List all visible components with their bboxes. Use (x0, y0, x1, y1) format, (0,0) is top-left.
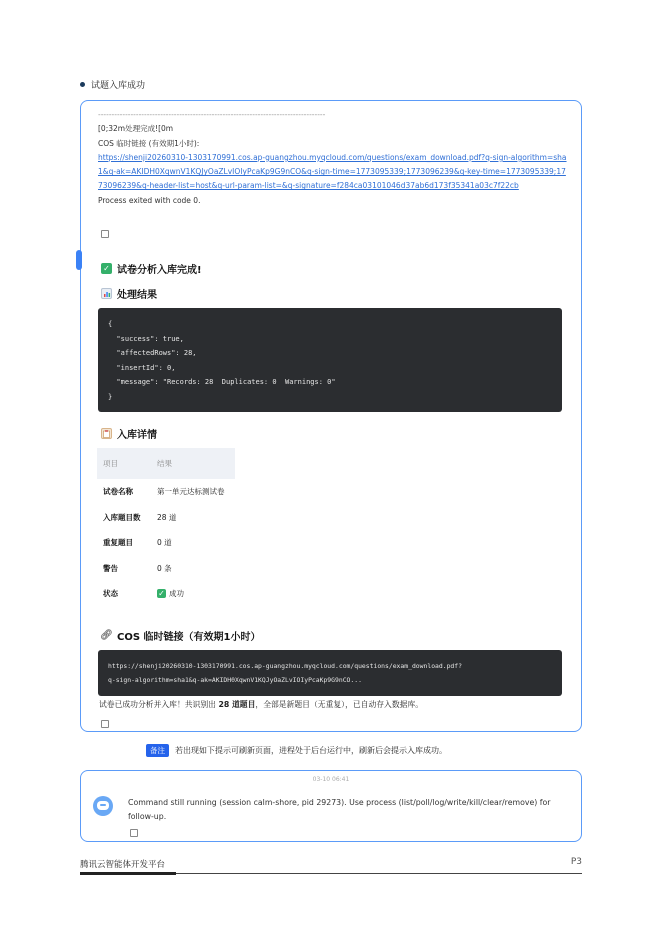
table-cell-key: 重复题目 (103, 538, 133, 548)
table-cell-key: 试卷名称 (103, 487, 133, 497)
table-row (97, 556, 235, 582)
table-header-row (97, 448, 235, 479)
terminal-separator: ------------------------------------------------------------------------------------ (98, 110, 326, 119)
note-text: 若出现如下提示可刷新页面，进程处于后台运行中，刷新后会提示入库成功。 (175, 746, 447, 755)
check-icon: ✓ (158, 589, 165, 599)
status-message-text: Command still running (session calm-shore, pid 29273). Use process (list/poll/log/write/kill/clear/remove) for follow-up. (128, 798, 551, 821)
section-heading (80, 78, 145, 91)
table-cell-value (151, 581, 235, 607)
summary-text (99, 699, 423, 710)
table-header-item: 项目 (97, 448, 151, 479)
analysis-done-text: 试卷分析入库完成! (117, 265, 202, 276)
bot-avatar-icon (93, 796, 113, 816)
json-line: "insertId": 0, (108, 363, 176, 372)
cos-url-code (98, 650, 562, 696)
note-line (146, 744, 447, 757)
table-row (97, 530, 235, 556)
link-icon: 🔗︎ (100, 630, 113, 641)
cos-url-line: q-sign-algorithm=sha1&q-ak=AKIDH0XqwnV1KQJyOaZLvIOIyPcaKp9G9nCO... (108, 676, 362, 684)
terminal-line-done: [0;32m处理完成![0m (98, 124, 174, 134)
table-row (97, 505, 235, 531)
table-row (97, 581, 235, 607)
footer-underline-accent (80, 872, 176, 875)
footer-brand: 腾讯云智能体开发平台 (80, 860, 166, 870)
table-header-result: 结果 (151, 448, 235, 479)
table-cell-value: 0 道 (157, 538, 172, 548)
chart-icon (101, 288, 112, 299)
cos-heading (101, 628, 260, 643)
bullet-dot-icon (80, 82, 85, 87)
json-line: { (108, 320, 113, 328)
json-line: "affectedRows": 28, (108, 349, 197, 357)
table-cell-key: 警告 (103, 563, 118, 573)
table-cell-key: 入库题目数 (103, 512, 141, 522)
check-icon: ✓ (101, 263, 112, 274)
detail-table (97, 448, 235, 607)
copy-icon[interactable] (101, 720, 109, 728)
copy-icon[interactable] (101, 230, 109, 238)
json-line: "success": true, (108, 334, 184, 343)
result-json-code (98, 308, 562, 412)
cos-title: COS 临时链接（有效期1小时） (117, 632, 261, 643)
note-badge: 备注 (146, 744, 169, 757)
copy-icon[interactable] (130, 829, 138, 837)
result-title: 处理结果 (117, 290, 157, 301)
table-row (97, 479, 235, 505)
result-heading (101, 286, 157, 301)
summary-pre: 试卷已成功分析并入库！共识别出 (99, 700, 219, 709)
detail-title: 入库详情 (117, 430, 157, 441)
table-cell-value: 28 道 (157, 512, 177, 522)
cos-url-line: https://shenji20260310-1303170991.cos.ap-guangzhou.myqcloud.com/questions/exam_download.pdf? (108, 662, 462, 670)
table-cell-key: 状态 (103, 589, 118, 599)
summary-bold: 28 道题目 (218, 700, 256, 709)
analysis-done-heading (101, 261, 202, 276)
section-title: 试题入库成功 (91, 81, 146, 91)
terminal-exit-line: Process exited with code 0. (98, 195, 201, 205)
status-text: 成功 (169, 589, 184, 599)
cos-download-link[interactable]: https://shenji20260310-1303170991.cos.ap-guangzhou.myqcloud.com/questions/exam_download.pdf?q-sign-algorithm=sha1&q-ak=AKIDH0XqwnV1KQJyOaZLvIOIyPcaKp9G9nCO&q-sign-time=1773095339;1773096239&q-key-time=1773095339;1773096239&q-header-list=host&q-url-param-list=&q-signature=f284ca03101046d37ab6d173f35341a03c7f22cb (98, 152, 567, 191)
terminal-line-cos-label: COS 临时链接 (有效期1小时): (98, 138, 200, 148)
table-cell-value: 第一单元达标测试卷 (157, 487, 225, 497)
side-collapse-handle[interactable] (76, 250, 82, 270)
page-number: P3 (570, 857, 582, 867)
table-cell-value: 0 条 (157, 563, 172, 573)
terminal-output (98, 108, 568, 208)
detail-heading (101, 426, 157, 441)
message-timestamp: 03-10 06:41 (312, 776, 350, 783)
summary-post: ，全部是新题目（无重复），已自动存入数据库。 (255, 700, 424, 709)
clipboard-icon (101, 428, 112, 439)
json-line: "message": "Records: 28 Duplicates: 0 Warnings: 0" (108, 378, 336, 386)
json-line: } (108, 392, 113, 401)
